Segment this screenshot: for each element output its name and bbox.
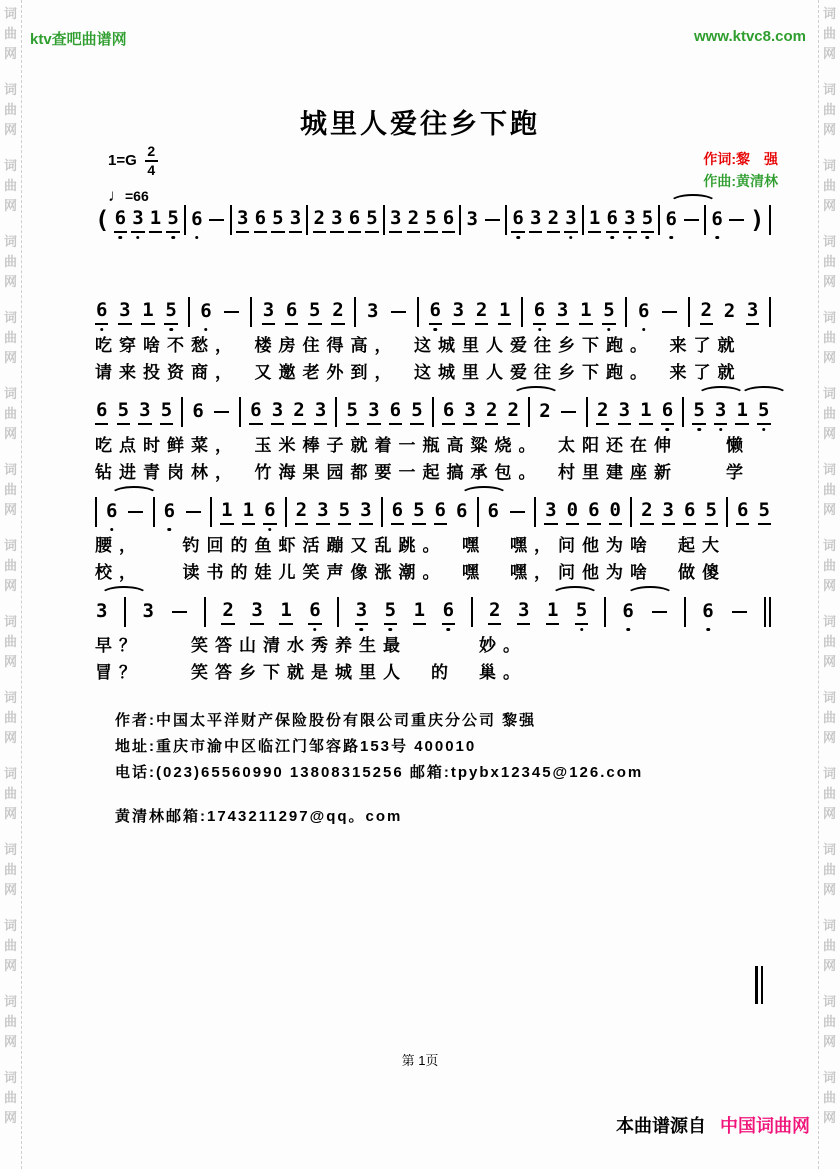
note-5: 5 xyxy=(705,497,718,527)
note-6: 6 xyxy=(308,597,321,627)
note-6: 6 xyxy=(621,597,634,627)
note-3: 3 xyxy=(529,205,542,235)
barline xyxy=(505,205,507,235)
note-6: 6 xyxy=(105,497,118,527)
note-6: 6 xyxy=(637,297,650,327)
watermark-text: 词 曲 网 xyxy=(822,1070,836,1125)
octave-dot xyxy=(538,328,542,332)
note-5: 5 xyxy=(757,397,770,427)
note-6: 6 xyxy=(95,397,108,427)
note-3: 3 xyxy=(463,397,476,427)
address-line: 地址:重庆市渝中区临江门邹容路153号 400010 xyxy=(115,738,477,755)
watermark-text: 词 曲 网 xyxy=(822,690,836,745)
barline xyxy=(769,205,771,235)
watermark-text: 词 曲 网 xyxy=(822,918,836,973)
watermark-text: 词 曲 网 xyxy=(822,766,836,821)
note-3: 3 xyxy=(746,297,759,327)
barline xyxy=(471,597,473,627)
octave-dot xyxy=(642,328,646,332)
time-numerator: 2 xyxy=(147,143,156,159)
duration-dash xyxy=(650,597,668,627)
phone-email-line: 电话:(023)65560990 13808315256 邮箱:tpybx12345@126.com xyxy=(115,764,644,781)
lyric-line: 钻进青岗林， 竹海果园都要一起搞承包。 村里建座新 学 xyxy=(95,463,750,482)
note-6: 6 xyxy=(442,597,455,627)
note-1: 1 xyxy=(413,597,426,627)
watermark-text: 词 曲 网 xyxy=(822,310,836,365)
song-title: 城里人爱往乡下跑 xyxy=(300,109,540,139)
note-6: 6 xyxy=(348,205,361,235)
note-1: 1 xyxy=(579,297,592,327)
note-3: 3 xyxy=(556,297,569,327)
lyric-line: 吃穿啥不愁， 楼房住得高， 这城里人爱往乡下跑。 来了就 xyxy=(95,336,742,355)
barline xyxy=(726,497,728,527)
barline xyxy=(477,497,479,527)
barline xyxy=(250,297,252,327)
note-3: 3 xyxy=(517,597,530,627)
barline xyxy=(688,297,690,327)
barline xyxy=(684,597,686,627)
note-5: 5 xyxy=(641,205,654,235)
watermark-text: 词 曲 网 xyxy=(3,842,17,897)
note-5: 5 xyxy=(602,297,615,327)
note-2: 2 xyxy=(507,397,520,427)
note-1: 1 xyxy=(149,205,162,235)
note-3: 3 xyxy=(359,497,372,527)
watermark-text: 词 曲 网 xyxy=(822,82,836,137)
note-3: 3 xyxy=(367,397,380,427)
watermark-text: 词 曲 网 xyxy=(3,310,17,365)
octave-dot xyxy=(666,428,670,432)
barline xyxy=(604,597,606,627)
note-5: 5 xyxy=(758,497,771,527)
note-6: 6 xyxy=(442,205,455,235)
note-3: 3 xyxy=(262,297,275,327)
octave-dot xyxy=(626,628,630,632)
site-name-link[interactable]: ktv查吧曲谱网 xyxy=(30,31,127,48)
barline xyxy=(124,597,126,627)
barline xyxy=(184,205,186,235)
notation-line xyxy=(95,492,771,532)
note-3: 3 xyxy=(314,397,327,427)
note-6: 6 xyxy=(710,205,723,235)
note-5: 5 xyxy=(365,205,378,235)
note-2: 2 xyxy=(700,297,713,327)
note-2: 2 xyxy=(221,597,234,627)
composer-email-line: 黄清林邮箱:1743211297@qq。com xyxy=(115,808,403,825)
note-6: 6 xyxy=(701,597,714,627)
note-5: 5 xyxy=(117,397,130,427)
barline xyxy=(769,297,771,327)
note-0: 0 xyxy=(566,497,579,527)
lyric-line: 腰， 钓回的鱼虾活蹦又乱跳。 嘿 嘿，问他为啥 起大 xyxy=(95,536,726,555)
note-6: 6 xyxy=(192,400,204,422)
note-6: 6 xyxy=(455,497,468,527)
watermark-text: 词 曲 网 xyxy=(3,6,17,61)
note-6: 6 xyxy=(391,497,404,527)
duration-dash xyxy=(682,205,700,235)
watermark-text: 词 曲 网 xyxy=(822,538,836,593)
barline xyxy=(630,497,632,527)
note-6: 6 xyxy=(587,497,600,527)
octave-dot xyxy=(516,236,520,240)
note-3: 3 xyxy=(95,597,108,627)
duration-dash xyxy=(127,497,145,527)
note-3: 3 xyxy=(564,205,577,235)
octave-dot xyxy=(628,236,632,240)
watermark-text: 词 曲 网 xyxy=(822,6,836,61)
lyric-line: 校， 读书的娃儿笑声像涨潮。 嘿 嘿，问他为啥 做傻 xyxy=(95,563,726,582)
note-1: 1 xyxy=(498,297,511,327)
note-6: 6 xyxy=(249,397,262,427)
note-6: 6 xyxy=(661,397,674,427)
note-1: 1 xyxy=(588,205,601,235)
barline xyxy=(459,205,461,235)
octave-dot xyxy=(360,628,364,632)
octave-dot xyxy=(762,428,766,432)
notation-line xyxy=(95,200,771,240)
octave-dot xyxy=(171,236,175,240)
music-system xyxy=(95,592,771,686)
note-6: 6 xyxy=(389,397,402,427)
note-3: 3 xyxy=(289,205,302,235)
duration-dash xyxy=(508,497,526,527)
note-2: 2 xyxy=(596,397,609,427)
music-system xyxy=(95,200,771,240)
note-5: 5 xyxy=(338,497,351,527)
note-3: 3 xyxy=(316,497,329,527)
watermark-text: 词 曲 网 xyxy=(822,386,836,441)
octave-dot xyxy=(706,628,710,632)
watermark-text: 词 曲 网 xyxy=(3,1070,17,1125)
watermark-text: 词 曲 网 xyxy=(3,386,17,441)
octave-dot xyxy=(697,428,701,432)
key-signature: 1=G xyxy=(108,152,137,170)
note-2: 2 xyxy=(475,297,488,327)
note-3: 3 xyxy=(662,497,675,527)
note-3: 3 xyxy=(452,297,465,327)
author-line: 作者:中国太平洋财产保险股份有限公司重庆分公司 黎强 xyxy=(115,712,537,729)
note-6: 6 xyxy=(683,497,696,527)
lyricist-credit: 作词:黎 强 xyxy=(703,151,778,167)
octave-dot xyxy=(580,628,584,632)
barline xyxy=(521,297,523,327)
intro-paren: ( xyxy=(95,206,110,234)
barline xyxy=(210,497,212,527)
watermark-text: 词 曲 网 xyxy=(3,614,17,669)
duration-dash xyxy=(222,297,240,327)
note-6: 6 xyxy=(664,205,677,235)
note-5: 5 xyxy=(410,397,423,427)
watermark-text: 词 曲 网 xyxy=(3,918,17,973)
barline xyxy=(285,497,287,527)
note-3: 3 xyxy=(367,300,379,322)
duration-dash xyxy=(389,297,407,327)
duration-dash xyxy=(483,205,501,235)
note-5: 5 xyxy=(424,205,437,235)
note-6: 6 xyxy=(736,497,749,527)
note-6: 6 xyxy=(163,497,176,527)
music-area xyxy=(95,200,771,692)
note-3: 3 xyxy=(250,597,263,627)
music-system xyxy=(95,492,771,586)
music-system xyxy=(95,392,771,486)
note-3: 3 xyxy=(466,208,478,230)
notation-line xyxy=(95,292,771,332)
note-6: 6 xyxy=(434,497,447,527)
barline xyxy=(528,397,530,427)
barline xyxy=(181,397,183,427)
barline xyxy=(95,497,97,527)
notation-line xyxy=(95,392,771,432)
note-2: 2 xyxy=(485,397,498,427)
octave-dot xyxy=(715,236,719,240)
barline xyxy=(188,297,190,327)
note-5: 5 xyxy=(164,297,177,327)
note-5: 5 xyxy=(384,597,397,627)
barline xyxy=(432,397,434,427)
site-url-link[interactable]: www.ktvc8.com xyxy=(694,28,806,45)
note-3: 3 xyxy=(623,205,636,235)
octave-dot xyxy=(268,528,272,532)
double-barline xyxy=(764,597,771,627)
barline xyxy=(230,205,232,235)
note-1: 1 xyxy=(279,597,292,627)
note-3: 3 xyxy=(330,205,343,235)
note-6: 6 xyxy=(254,205,267,235)
note-3: 3 xyxy=(271,397,284,427)
octave-dot xyxy=(607,328,611,332)
watermark-text: 词 曲 网 xyxy=(3,994,17,1049)
watermark-text: 词 曲 网 xyxy=(822,614,836,669)
note-5: 5 xyxy=(308,297,321,327)
duration-dash xyxy=(730,597,748,627)
barline xyxy=(306,205,308,235)
lyric-line: 冒？ 笑答乡下就是城里人 的 巢。 xyxy=(95,663,527,682)
note-3: 3 xyxy=(389,205,402,235)
note-6: 6 xyxy=(442,397,455,427)
barline xyxy=(383,205,385,235)
note-5: 5 xyxy=(412,497,425,527)
barline xyxy=(354,297,356,327)
note-1: 1 xyxy=(735,397,748,427)
octave-dot xyxy=(646,236,650,240)
octave-dot xyxy=(136,236,140,240)
key-time-tempo xyxy=(108,144,158,206)
octave-dot xyxy=(100,328,104,332)
watermark-text: 词 曲 网 xyxy=(3,82,17,137)
note-2: 2 xyxy=(407,205,420,235)
barline xyxy=(625,297,627,327)
note-3: 3 xyxy=(236,205,249,235)
note-6: 6 xyxy=(199,297,212,327)
barline xyxy=(335,397,337,427)
note-3: 3 xyxy=(131,205,144,235)
duration-dash xyxy=(660,297,678,327)
watermark-text: 词 曲 网 xyxy=(822,842,836,897)
note-6: 6 xyxy=(95,297,108,327)
note-2: 2 xyxy=(723,300,736,322)
barline xyxy=(704,205,706,235)
note-1: 1 xyxy=(546,597,559,627)
note-6: 6 xyxy=(263,497,276,527)
duration-dash xyxy=(208,205,226,235)
watermark-column-left xyxy=(0,0,22,1169)
tempo-value: =66 xyxy=(125,187,149,204)
note-1: 1 xyxy=(639,397,652,427)
note-3: 3 xyxy=(138,397,151,427)
note-3: 3 xyxy=(544,497,557,527)
note-3: 3 xyxy=(355,597,368,627)
note-2: 2 xyxy=(539,400,551,422)
note-3: 3 xyxy=(618,397,631,427)
note-2: 2 xyxy=(640,497,653,527)
watermark-text: 词 曲 网 xyxy=(822,158,836,213)
watermark-text: 词 曲 网 xyxy=(3,234,17,289)
lyric-line: 早？ 笑答山清水秀养生最 妙。 xyxy=(95,636,527,655)
barline xyxy=(582,205,584,235)
barline xyxy=(337,597,339,627)
watermark-column-right xyxy=(818,0,840,1169)
note-2: 2 xyxy=(547,205,560,235)
source-attribution xyxy=(616,1112,810,1138)
octave-dot xyxy=(569,236,573,240)
octave-dot xyxy=(195,236,199,240)
octave-dot xyxy=(719,428,723,432)
note-5: 5 xyxy=(575,597,588,627)
barline xyxy=(153,497,155,527)
note-2: 2 xyxy=(331,297,344,327)
note-3: 3 xyxy=(118,297,131,327)
barline xyxy=(682,397,684,427)
note-5: 5 xyxy=(271,205,284,235)
watermark-text: 词 曲 网 xyxy=(822,234,836,289)
note-2: 2 xyxy=(292,397,305,427)
intro-paren: ) xyxy=(750,206,765,234)
note-5: 5 xyxy=(166,205,179,235)
time-denominator: 4 xyxy=(147,161,156,178)
watermark-text: 词 曲 网 xyxy=(822,462,836,517)
final-double-barline xyxy=(755,966,763,1004)
note-6: 6 xyxy=(114,205,127,235)
duration-dash xyxy=(728,205,746,235)
duration-dash xyxy=(170,597,188,627)
octave-dot xyxy=(168,528,172,532)
note-6: 6 xyxy=(429,297,442,327)
note-6: 6 xyxy=(533,297,546,327)
source-brand-link[interactable]: 中国词曲网 xyxy=(720,1116,810,1136)
barline xyxy=(658,205,660,235)
composer-credit: 作曲:黄清林 xyxy=(703,173,778,189)
octave-dot xyxy=(389,628,393,632)
note-2: 2 xyxy=(488,597,501,627)
octave-dot xyxy=(434,328,438,332)
barline xyxy=(586,397,588,427)
note-2: 2 xyxy=(295,497,308,527)
credits xyxy=(703,148,778,192)
duration-dash xyxy=(184,497,202,527)
note-6: 6 xyxy=(190,205,203,235)
barline xyxy=(534,497,536,527)
note-3: 3 xyxy=(142,600,154,622)
note-2: 2 xyxy=(313,205,326,235)
octave-dot xyxy=(119,236,123,240)
contact-block xyxy=(115,708,643,830)
page-number: 第 1页 xyxy=(401,1053,439,1068)
octave-dot xyxy=(669,236,673,240)
note-1: 1 xyxy=(242,497,255,527)
note-6: 6 xyxy=(606,205,619,235)
note-3: 3 xyxy=(714,397,727,427)
note-1: 1 xyxy=(141,297,154,327)
watermark-text: 词 曲 网 xyxy=(3,766,17,821)
note-6: 6 xyxy=(511,205,524,235)
octave-dot xyxy=(313,628,317,632)
note-5: 5 xyxy=(346,397,359,427)
note-6: 6 xyxy=(487,500,499,522)
source-prefix: 本曲谱源自 xyxy=(616,1116,706,1136)
duration-dash xyxy=(560,397,578,427)
octave-dot xyxy=(447,628,451,632)
note-0: 0 xyxy=(609,497,622,527)
barline xyxy=(417,297,419,327)
octave-dot xyxy=(204,328,208,332)
notation-line xyxy=(95,592,771,632)
octave-dot xyxy=(110,528,114,532)
barline xyxy=(381,497,383,527)
duration-dash xyxy=(213,397,231,427)
barline xyxy=(239,397,241,427)
barline xyxy=(204,597,206,627)
watermark-text: 词 曲 网 xyxy=(3,158,17,213)
time-signature xyxy=(145,144,158,178)
note-5: 5 xyxy=(160,397,173,427)
note-1: 1 xyxy=(220,497,233,527)
octave-dot xyxy=(169,328,173,332)
music-system xyxy=(95,292,771,386)
note-6: 6 xyxy=(285,297,298,327)
watermark-text: 词 曲 网 xyxy=(3,690,17,745)
quarter-note-icon: ♩ xyxy=(108,185,125,205)
watermark-text: 词 曲 网 xyxy=(3,538,17,593)
watermark-text: 词 曲 网 xyxy=(3,462,17,517)
octave-dot xyxy=(610,236,614,240)
lyric-line: 请来投资商， 又邀老外到， 这城里人爱往乡下跑。 来了就 xyxy=(95,363,742,382)
watermark-text: 词 曲 网 xyxy=(822,994,836,1049)
note-5: 5 xyxy=(692,397,705,427)
lyric-line: 吃点时鲜菜， 玉米棒子就着一瓶高粱烧。 太阳还在伸 懒 xyxy=(95,436,750,455)
